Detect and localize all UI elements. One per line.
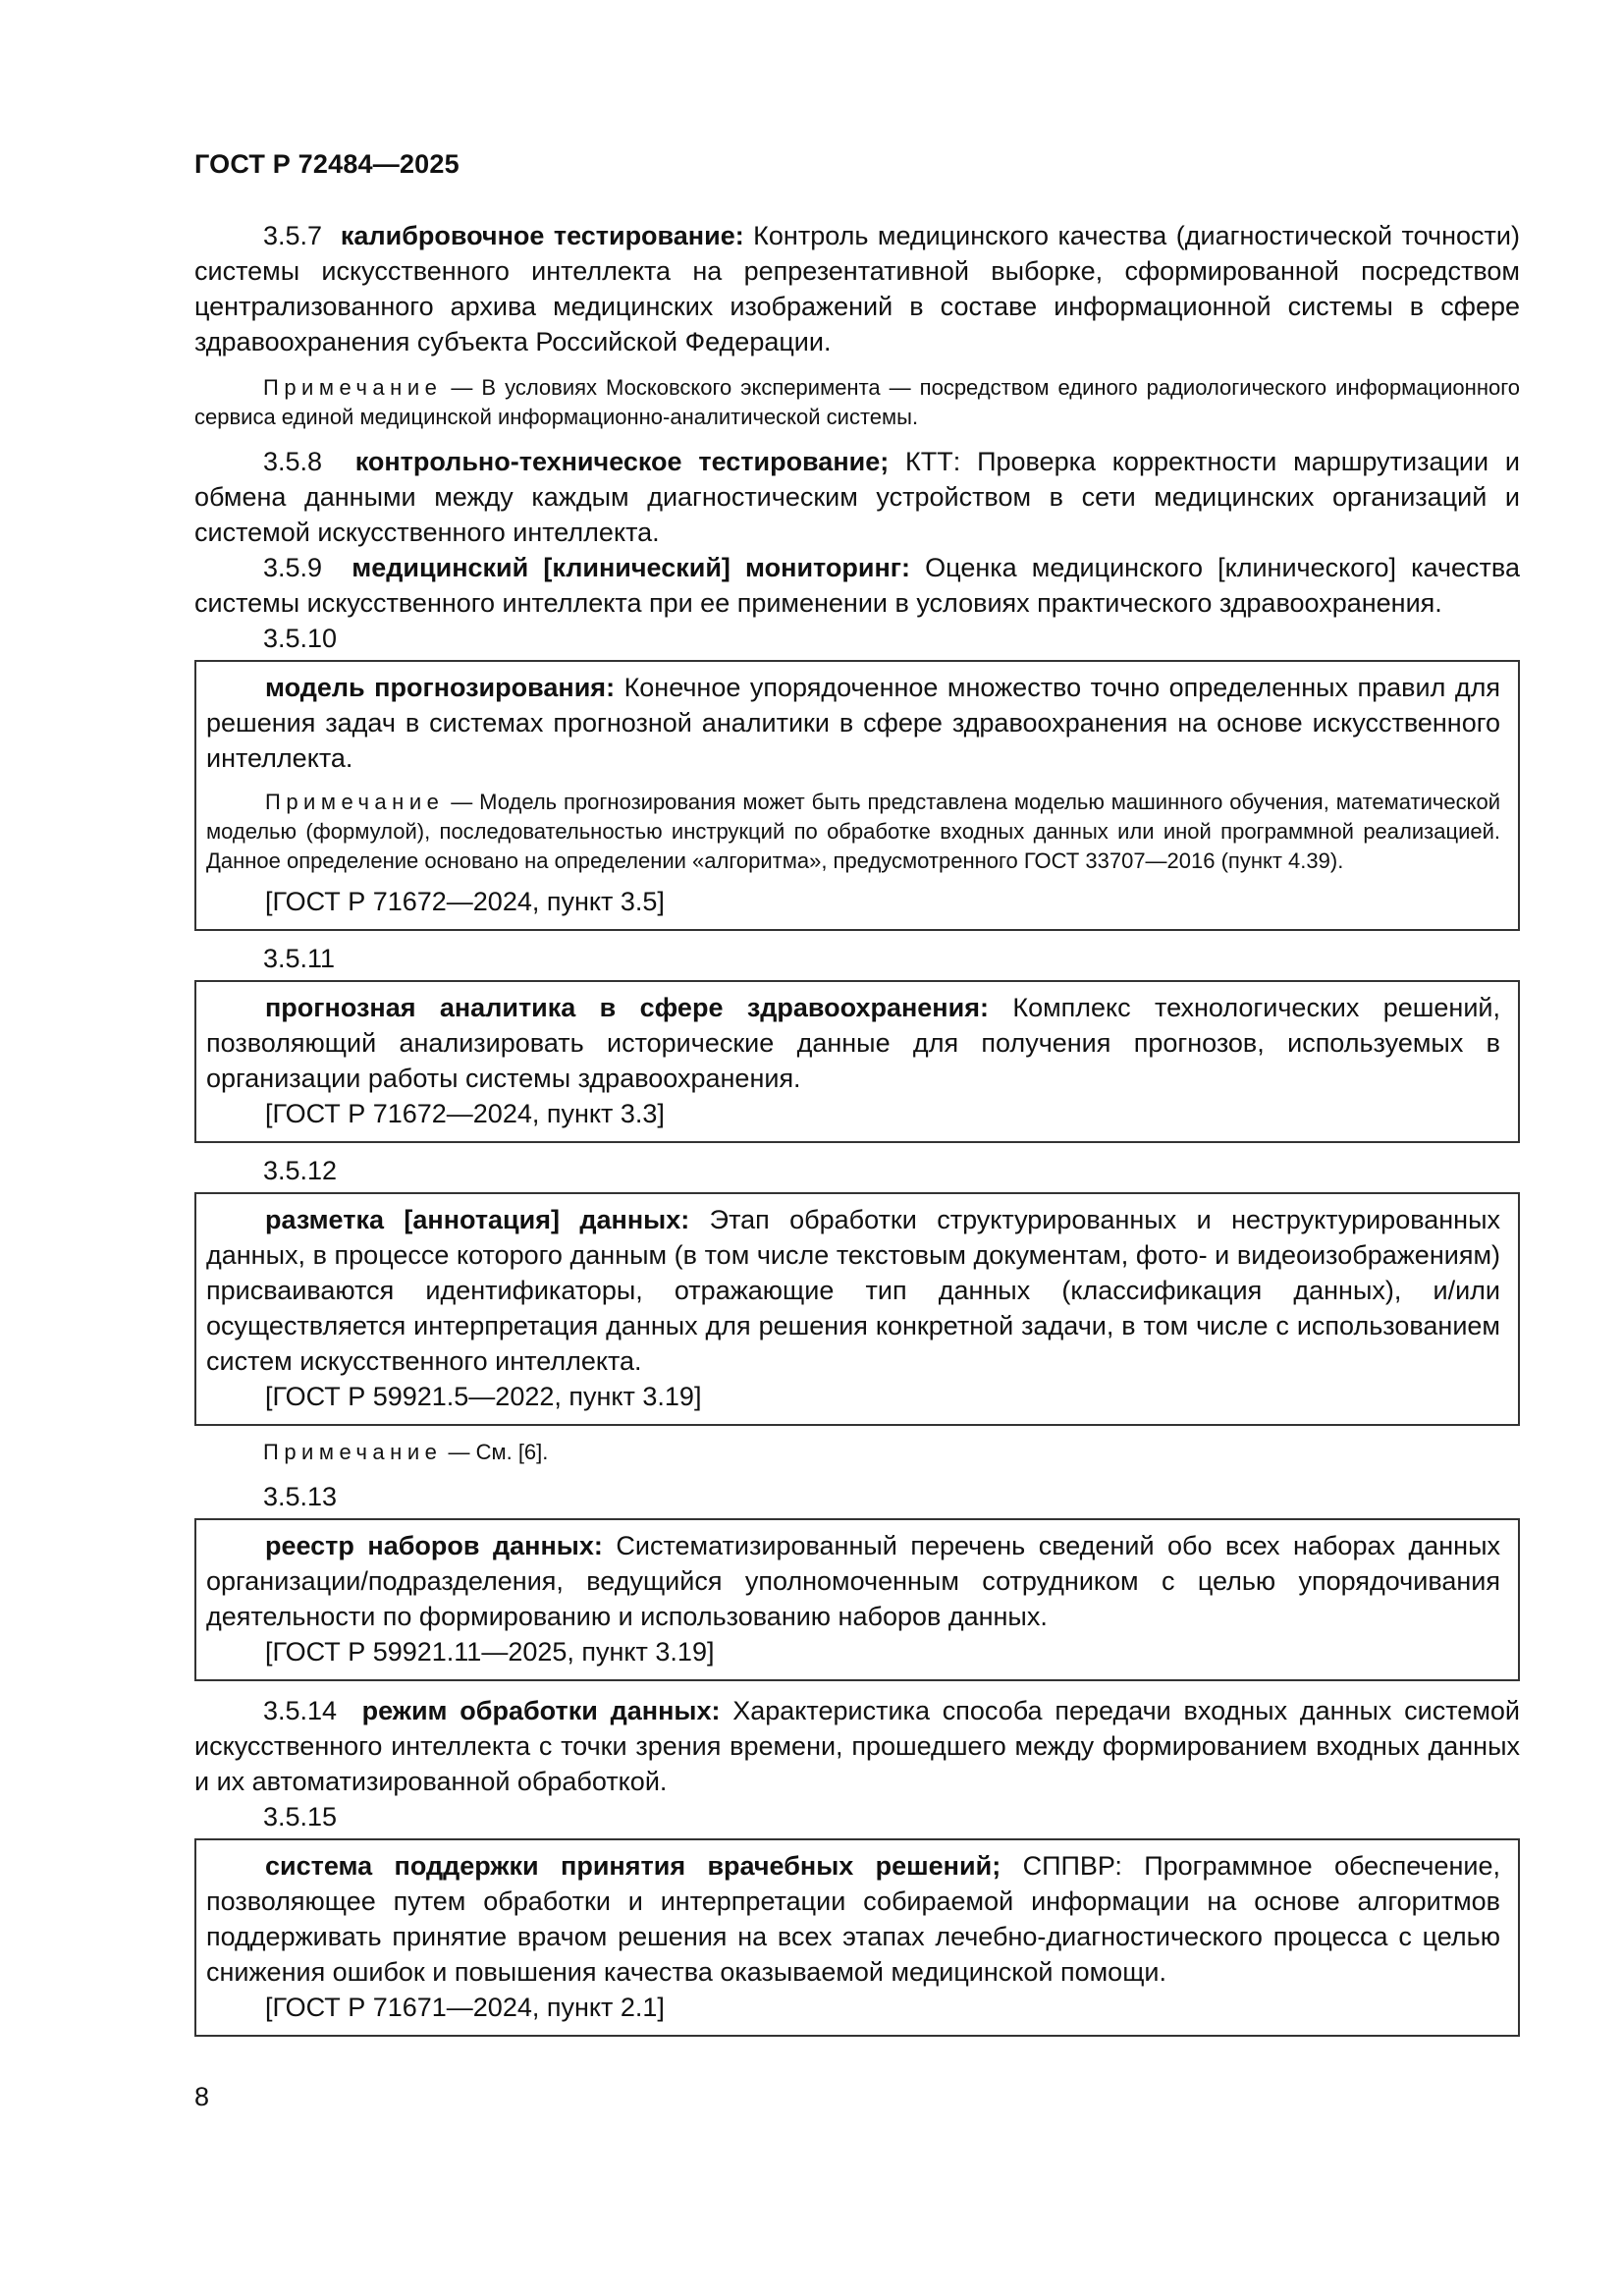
definition-box-3-5-13 [194,1518,1520,1681]
source-reference: [ГОСТ Р 59921.5—2022, пункт 3.19] [265,1382,702,1411]
note-3-5-10 [206,788,1500,876]
source-reference: [ГОСТ Р 71672—2024, пункт 3.5] [265,887,665,916]
definition-text: КТТ: Проверка корректности маршрутизации и обмена данными между каждым диагностическим устройством в сети медицинских организаций и системой искусственного интеллекта. [194,447,1520,547]
definition-3-5-15 [206,1848,1500,1990]
term: модель прогнозирования: [265,673,616,702]
term: прогнозная аналитика в сфере здравоохранения: [265,993,989,1022]
note-text: — В условиях Московского эксперимента — посредством единого радиологического информационного сервиса единой медицинской информационно-аналитической системы. [194,375,1520,429]
source-reference: [ГОСТ Р 71671—2024, пункт 2.1] [265,1993,665,2022]
term: разметка [аннотация] данных: [265,1205,690,1234]
document-header: ГОСТ Р 72484—2025 [194,149,460,179]
definition-box-3-5-11 [194,980,1520,1143]
definition-text: Характеристика способа передачи входных данных системой искусственного интеллекта с точки зрения времени, прошедшего между формированием входных данных и их автоматизированной обработкой. [194,1696,1520,1796]
definition-3-5-14 [194,1693,1520,1799]
clause-number: 3.5.7 [263,221,323,250]
document-body [194,218,1520,2037]
term: система поддержки принятия врачебных решений; [265,1851,1001,1881]
clause-number: 3.5.14 [263,1696,338,1725]
definition-3-5-8 [194,444,1520,550]
clause-number-3-5-13: 3.5.13 [263,1482,338,1511]
definition-3-5-12 [206,1202,1500,1379]
definition-box-3-5-12 [194,1192,1520,1426]
definition-text: Оценка медицинского [клинического] качества системы искусственного интеллекта при ее применении в условиях практического здравоохранения. [194,553,1520,618]
term: контрольно-техническое тестирование; [354,447,890,476]
term: медицинский [клинический] мониторинг: [352,553,911,582]
source-reference: [ГОСТ Р 71672—2024, пункт 3.3] [265,1099,665,1128]
definition-3-5-13 [206,1528,1500,1634]
term: калибровочное тестирование: [340,221,744,250]
note-text: — См. [6]. [448,1440,549,1464]
definition-text: СППВР: Программное обеспечение, позволяющее путем обработки и интерпретации собираемой информации на основе алгоритмов поддерживать принятие врачом решения на всех этапах лечебно-диагностического процесса с целью снижения ошибок и повышения качества оказываемой медицинской помощи. [206,1851,1500,1987]
definition-3-5-11 [206,990,1500,1096]
definition-3-5-9 [194,550,1520,621]
term: реестр наборов данных: [265,1531,603,1560]
note-label: Примечание [263,1440,443,1464]
definition-3-5-10 [206,670,1500,776]
definition-text: Систематизированный перечень сведений обо всех наборах данных организации/подразделения, ведущийся уполномоченным сотрудником с целью упорядочивания деятельности по формированию и использованию наборов данных. [206,1531,1500,1631]
definition-box-3-5-10 [194,660,1520,931]
definition-text: Конечное упорядоченное множество точно определенных правил для решения задач в системах прогнозной аналитики в сфере здравоохранения на основе искусственного интеллекта. [206,673,1500,773]
note-text: — Модель прогнозирования может быть представлена моделью машинного обучения, математической моделью (формулой), последовательностью инструкций по обработке входных данных или иной программной реализацией. Данное определение основано на определении «алгоритма», предусмотренного ГОСТ 33707—2016 (пункт 4.39). [206,790,1500,873]
definition-3-5-7 [194,218,1520,359]
source-reference: [ГОСТ Р 59921.11—2025, пункт 3.19] [265,1637,715,1667]
page-number: 8 [194,2082,210,2111]
definition-text: Контроль медицинского качества (диагностической точности) системы искусственного интеллекта на репрезентативной выборке, сформированной посредством централизованного архива медицинских изображений в составе информационной системы в сфере здравоохранения субъекта Российской Федерации. [194,221,1520,356]
clause-number: 3.5.8 [263,447,323,476]
clause-number: 3.5.9 [263,553,323,582]
term: режим обработки данных: [361,1696,721,1725]
note-label: Примечание [263,375,443,400]
note-3-5-7 [194,373,1520,432]
definition-box-3-5-15 [194,1838,1520,2037]
clause-number-3-5-10: 3.5.10 [263,624,338,653]
clause-number-3-5-15: 3.5.15 [263,1802,338,1831]
definition-text: Комплекс технологических решений, позволяющий анализировать исторические данные для получения прогнозов, используемых в организации работы системы здравоохранения. [206,993,1500,1093]
note-3-5-12 [194,1438,1520,1467]
definition-text: Этап обработки структурированных и неструктурированных данных, в процессе которого данным (в том числе текстовым документам, фото- и видеоизображениям) присваиваются идентификаторы, отражающие тип данных (классификация данных), и/или осуществляется интерпретация данных для решения конкретной задачи, в том числе с использованием систем искусственного интеллекта. [206,1205,1500,1376]
clause-number-3-5-11: 3.5.11 [263,944,336,973]
note-label: Примечание [265,790,445,814]
clause-number-3-5-12: 3.5.12 [263,1156,338,1185]
